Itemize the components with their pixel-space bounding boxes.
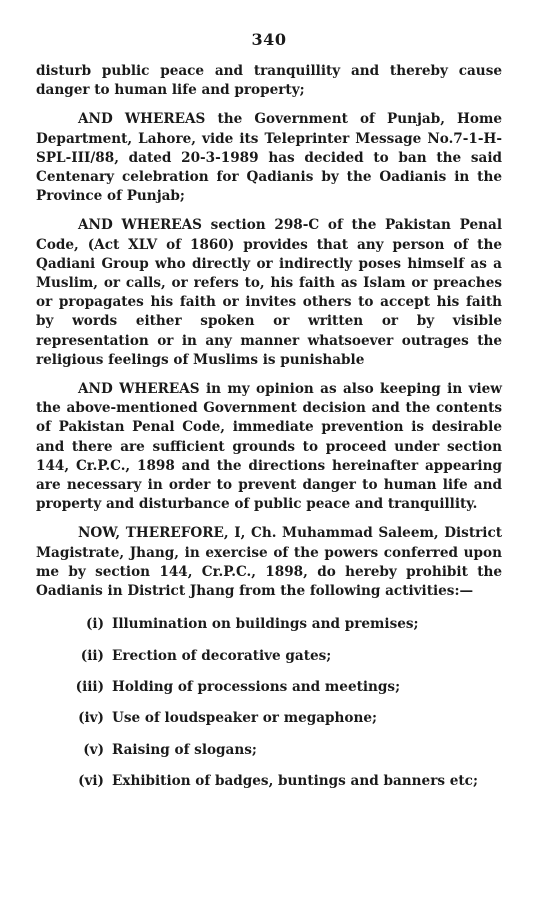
list-item bbox=[36, 647, 502, 666]
paragraph-continuation: disturb public peace and tranquillity and thereby cause danger to human life and property; bbox=[36, 63, 502, 99]
list-item-text: Exhibition of badges, buntings and banners etc; bbox=[112, 773, 478, 790]
list-item-text: Raising of slogans; bbox=[112, 741, 257, 758]
list-item-number: (ii) bbox=[80, 647, 104, 664]
list-item bbox=[36, 741, 502, 760]
list-item-text: Use of loudspeaker or megaphone; bbox=[112, 710, 378, 727]
page-number: 340 bbox=[251, 30, 287, 49]
document-page bbox=[36, 30, 502, 804]
paragraph-order: NOW, THEREFORE, I, Ch. Muhammad Saleem, District Magistrate, Jhang, in exercise of the powers conferred upon me by section 144, Cr.P.C., 1898, do hereby prohibit the Oadianis in District Jhang from the following activities:— bbox=[36, 525, 502, 600]
list-item bbox=[36, 709, 502, 728]
list-item-text: Holding of processions and meetings; bbox=[112, 679, 401, 696]
paragraph-penal-code: AND WHEREAS section 298-C of the Pakistan Penal Code, (Act XLV of 1860) provides that any person of the Qadiani Group who directly or indirectly poses himself as a Muslim, or calls, or refers to, his faith as Islam or preaches or propagates his faith or invites others to accept his faith by words either spoken or written or by visible representation or in any manner whatsoever outrages the religious feelings of Muslims is punishable bbox=[36, 217, 502, 368]
list-item-number: (vi) bbox=[78, 773, 104, 790]
list-item-text: Erection of decorative gates; bbox=[112, 647, 332, 664]
list-item-number: (i) bbox=[85, 616, 104, 633]
list-item bbox=[36, 615, 502, 634]
list-item-number: (iv) bbox=[78, 710, 104, 727]
list-item bbox=[36, 772, 502, 791]
prohibited-activities-list bbox=[36, 615, 502, 791]
list-item-number: (iii) bbox=[75, 679, 104, 696]
paragraph-government-decision: AND WHEREAS the Government of Punjab, Home Department, Lahore, vide its Teleprinter Message No.7-1-H-SPL-III/88, dated 20-3-1989 has decided to ban the said Centenary celebration for Qadianis by the Oadianis in the Province of Punjab; bbox=[36, 111, 502, 205]
list-item bbox=[36, 678, 502, 697]
paragraph-opinion: AND WHEREAS in my opinion as also keeping in view the above-mentioned Government decision and the contents of Pakistan Penal Code, immediate prevention is desirable and there are sufficient grounds to proceed under section 144, Cr.P.C., 1898 and the directions hereinafter appearing are necessary in order to prevent danger to human life and property and disturbance of public peace and tranquillity. bbox=[36, 381, 502, 513]
list-item-text: Illumination on buildings and premises; bbox=[112, 616, 419, 633]
list-item-number: (v) bbox=[83, 741, 104, 758]
